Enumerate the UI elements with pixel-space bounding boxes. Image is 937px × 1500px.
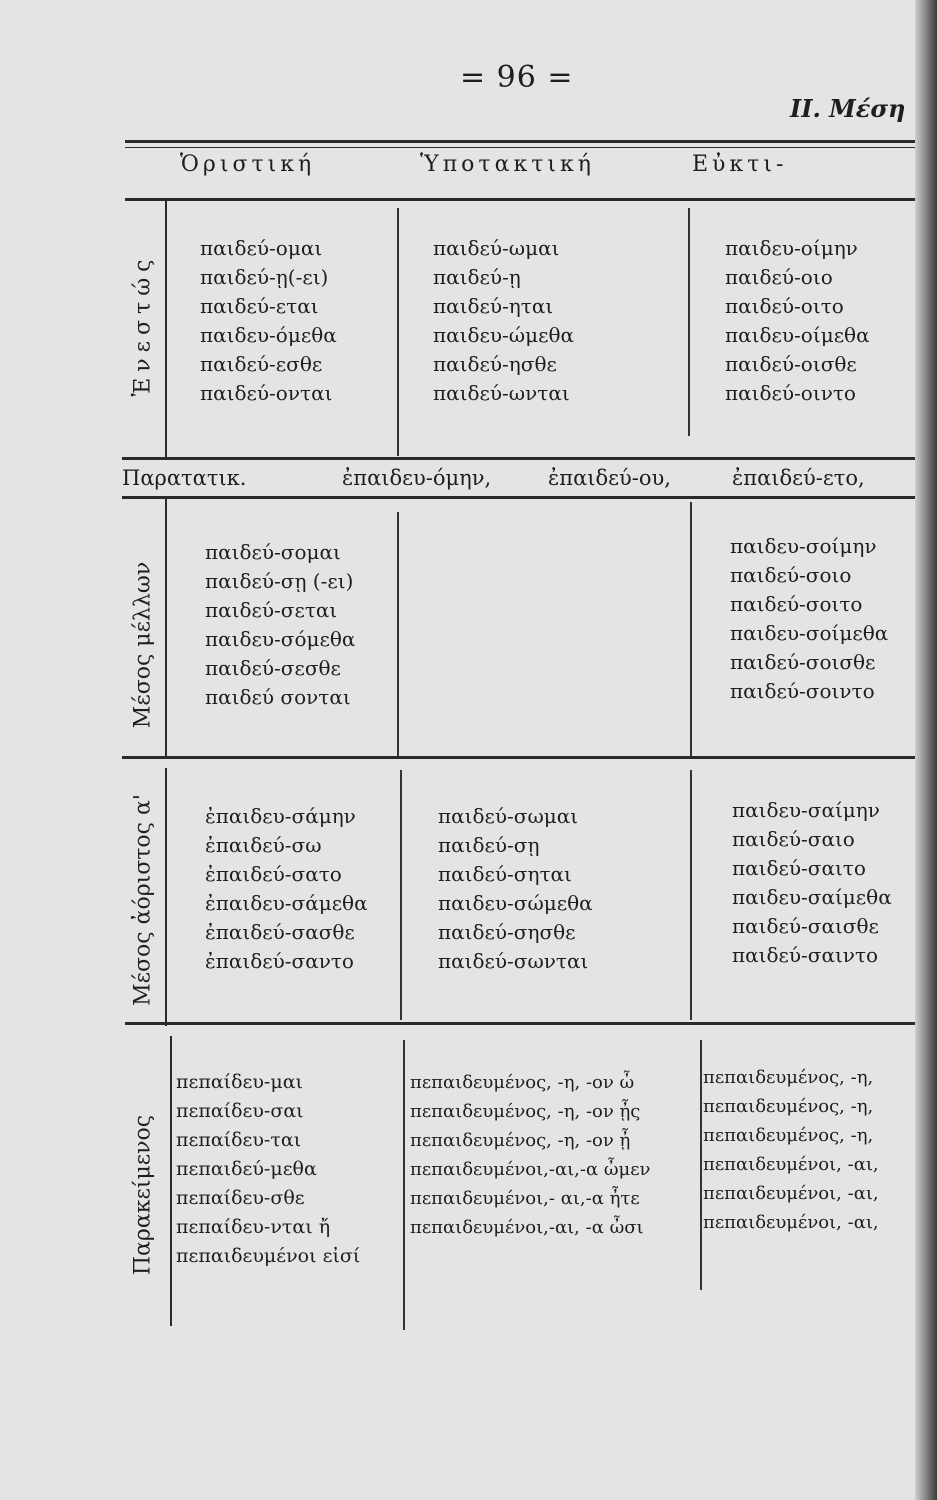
form: ἐπαιδεύ-σαντο — [205, 949, 354, 973]
form: παιδεύ-σαιντο — [732, 943, 879, 967]
form: παιδεύ-σεσθε — [205, 656, 341, 680]
imperfect-form-3: ἐπαιδεύ-ετο, — [732, 466, 865, 490]
form: πεπαιδευμένος, -η, — [703, 1096, 874, 1117]
form: παιδεύ-οισθε — [725, 352, 857, 376]
form: παιδεύ-σομαι — [205, 540, 341, 564]
form: πεπαιδευμένος, -η, -ον ᾖ — [410, 1130, 631, 1151]
form: παιδευ-σώμεθα — [438, 891, 593, 915]
perfect-subjunctive — [410, 1068, 651, 1242]
column-subjunctive: Ὑποτακτική — [420, 152, 595, 177]
form: παιδεύ-οιο — [725, 265, 833, 289]
form: παιδεύ-ῃ(-ει) — [200, 265, 329, 289]
form: παιδευ-σόμεθα — [205, 627, 356, 651]
form: παιδευ-οίμεθα — [725, 323, 870, 347]
label-imperfect: Παρατατικ. — [122, 466, 247, 490]
col-divider-1 — [400, 770, 402, 1020]
label-divider — [170, 1036, 172, 1326]
form: πεπαίδευ-σθε — [176, 1187, 305, 1209]
form: πεπαιδεύ-μεθα — [176, 1158, 317, 1180]
form: παιδεύ σονται — [205, 685, 351, 709]
form: πεπαιδευμένοι, -αι, — [703, 1183, 879, 1204]
col-divider-1 — [397, 208, 399, 456]
form: παιδευ-σαίμεθα — [732, 885, 892, 909]
col-divider-2 — [690, 770, 692, 1020]
aorist-middle-indicative — [205, 802, 368, 976]
form: παιδεύ-ωνται — [433, 381, 570, 405]
form: πεπαιδευμένος, -η, -ον ὦ — [410, 1072, 635, 1093]
imperfect-form-1: ἐπαιδευ-όμην, — [342, 466, 492, 490]
col-divider-2 — [688, 208, 690, 436]
aorist-middle-subjunctive — [438, 802, 593, 976]
form: πεπαιδευμένοι, -αι, — [703, 1212, 879, 1233]
form: ἐπαιδευ-σάμην — [205, 804, 356, 828]
label-divider — [165, 498, 167, 756]
form: πεπαίδευ-σαι — [176, 1100, 304, 1122]
section-header: ΙΙ. Μέση — [790, 94, 906, 123]
form: παιδεύ-σοιντο — [730, 679, 875, 703]
form: πεπαίδευ-μαι — [176, 1071, 303, 1093]
form: παιδεύ-ῃ — [433, 265, 521, 289]
form: παιδεύ-σαιτο — [732, 856, 866, 880]
form: παιδεύ-οιντο — [725, 381, 856, 405]
form: παιδεύ-σῃ — [438, 833, 540, 857]
form: παιδεύ-σηται — [438, 862, 572, 886]
row-rule — [122, 756, 915, 759]
form: πεπαίδευ-ται — [176, 1129, 302, 1151]
form: πεπαίδευ-νται ἤ — [176, 1216, 331, 1238]
form: ἐπαιδευ-σάμεθα — [205, 891, 368, 915]
form: παιδεύ-ωμαι — [433, 236, 560, 260]
form: παιδεύ-ονται — [200, 381, 333, 405]
column-header-rule — [125, 198, 915, 201]
form: πεπαιδευμένος, -η, — [703, 1067, 874, 1088]
label-perfect: Παρακείμενος — [130, 1114, 156, 1276]
label-future-middle: Μέσος μέλλων — [130, 561, 156, 729]
page-number: = 96 = — [460, 60, 574, 95]
future-middle-indicative — [205, 538, 355, 712]
form: ἐπαιδεύ-σατο — [205, 862, 342, 886]
form: πεπαιδευμένοι εἰσί — [176, 1245, 361, 1267]
col-divider-1 — [403, 1040, 405, 1330]
col-divider-1 — [397, 512, 399, 756]
present-indicative — [200, 234, 337, 408]
column-indicative: Ὁριστική — [180, 152, 316, 177]
label-divider — [165, 200, 167, 458]
form: παιδεύ-σαιο — [732, 827, 855, 851]
form: παιδεύ-σῃ (-ει) — [205, 569, 354, 593]
future-middle-optative — [730, 532, 888, 706]
form: ἐπαιδεύ-σασθε — [205, 920, 355, 944]
form: παιδεύ-οιτο — [725, 294, 844, 318]
form: παιδεύ-σεται — [205, 598, 338, 622]
label-aorist-middle: Μέσος ἀόριστος α' — [130, 794, 156, 1006]
form: πεπαιδευμένοι,-αι,-α ὦμεν — [410, 1159, 651, 1180]
form: παιδεύ-ησθε — [433, 352, 557, 376]
form: πεπαιδευμένοι, -αι, — [703, 1154, 879, 1175]
form: παιδεύ-σαισθε — [732, 914, 879, 938]
form: παιδευ-ώμεθα — [433, 323, 575, 347]
form: παιδεύ-εται — [200, 294, 319, 318]
row-rule — [125, 1022, 915, 1025]
form: παιδευ-όμεθα — [200, 323, 337, 347]
column-optative: Εὐκτι- — [692, 152, 788, 177]
row-rule — [122, 496, 915, 499]
form: παιδεύ-ηται — [433, 294, 554, 318]
form: παιδευ-σαίμην — [732, 798, 880, 822]
imperfect-form-2: ἐπαιδεύ-ου, — [548, 466, 671, 490]
aorist-middle-optative — [732, 796, 892, 970]
form: παιδεύ-σωμαι — [438, 804, 579, 828]
perfect-indicative — [176, 1068, 360, 1271]
form: παιδεύ-σωνται — [438, 949, 589, 973]
present-optative — [725, 234, 870, 408]
form: παιδεύ-σησθε — [438, 920, 576, 944]
form: παιδευ-σοίμεθα — [730, 621, 889, 645]
col-divider-2 — [700, 1040, 702, 1290]
form: παιδευ-σοίμην — [730, 534, 877, 558]
row-rule — [122, 457, 915, 460]
header-rule — [125, 140, 915, 143]
form: πεπαιδευμένος, -η, -ον ᾖς — [410, 1101, 641, 1122]
col-divider-2 — [690, 502, 692, 756]
form: ἐπαιδεύ-σω — [205, 833, 322, 857]
perfect-optative — [703, 1063, 879, 1237]
label-present: Ἐνεστώς — [130, 253, 156, 397]
form: παιδεύ-ομαι — [200, 236, 323, 260]
label-divider — [165, 768, 167, 1026]
form: παιδεύ-σοιο — [730, 563, 852, 587]
form: πεπαιδευμένοι,- αι,-α ἦτε — [410, 1188, 640, 1209]
form: πεπαιδευμένος, -η, — [703, 1125, 874, 1146]
form: πεπαιδευμένοι,-αι, -α ὦσι — [410, 1217, 644, 1238]
form: παιδεύ-εσθε — [200, 352, 323, 376]
header-rule-thin — [125, 147, 915, 148]
page-edge-shadow — [915, 0, 937, 1500]
present-subjunctive — [433, 234, 574, 408]
form: παιδευ-οίμην — [725, 236, 858, 260]
form: παιδεύ-σοιτο — [730, 592, 863, 616]
form: παιδεύ-σοισθε — [730, 650, 876, 674]
